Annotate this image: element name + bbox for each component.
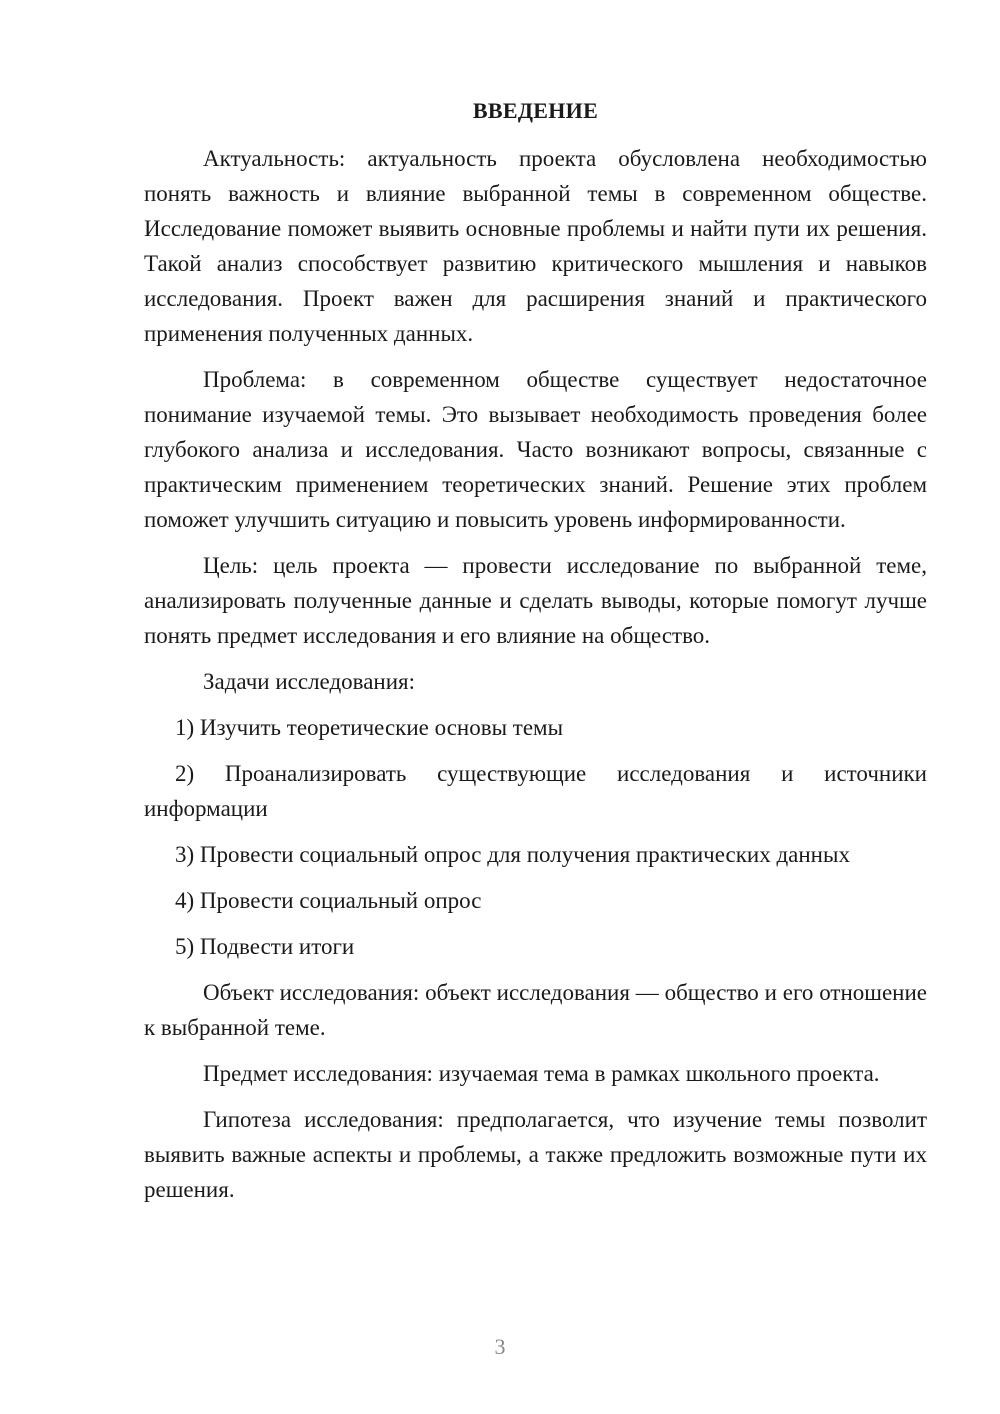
page-number: 3: [494, 1334, 506, 1359]
relevance-paragraph: Актуальность: актуальность проекта обусловлена необходимостью понять важность и влияние выбранной темы в современном обществе. Исследование поможет выявить основные проблемы и найти пути их решения. Такой анализ способствует развитию критического мышления и навыков исследования. Проект важен для расширения знаний и практического применения полученных данных.: [144, 146, 927, 346]
tasks-heading: Задачи исследования:: [203, 669, 416, 694]
task-item: 3) Провести социальный опрос для получения практических данных: [175, 842, 850, 867]
object-paragraph: Объект исследования: объект исследования — общество и его отношение к выбранной теме.: [144, 980, 927, 1040]
page-title: ВВЕДЕНИЕ: [472, 98, 599, 123]
subject-paragraph: Предмет исследования: изучаемая тема в рамках школьного проекта.: [203, 1061, 880, 1086]
task-item: 1) Изучить теоретические основы темы: [175, 715, 564, 740]
task-item: 5) Подвести итоги: [175, 934, 355, 959]
document-page: [144, 96, 927, 1218]
task-item: 4) Провести социальный опрос: [175, 888, 482, 913]
goal-paragraph: Цель: цель проекта — провести исследование по выбранной теме, анализировать полученные данные и сделать выводы, которые помогут лучше понять предмет исследования и его влияние на общество.: [144, 553, 927, 648]
hypothesis-paragraph: Гипотеза исследования: предполагается, что изучение темы позволит выявить важные аспекты и проблемы, а также предложить возможные пути их решения.: [144, 1107, 927, 1202]
problem-paragraph: Проблема: в современном обществе существует недостаточное понимание изучаемой темы. Это вызывает необходимость проведения более глубокого анализа и исследования. Часто возникают вопросы, связанные с практическим применением теоретических знаний. Решение этих проблем поможет улучшить ситуацию и повысить уровень информированности.: [144, 367, 927, 532]
task-item: 2) Проанализировать существующие исследования и источники информации: [144, 761, 927, 821]
